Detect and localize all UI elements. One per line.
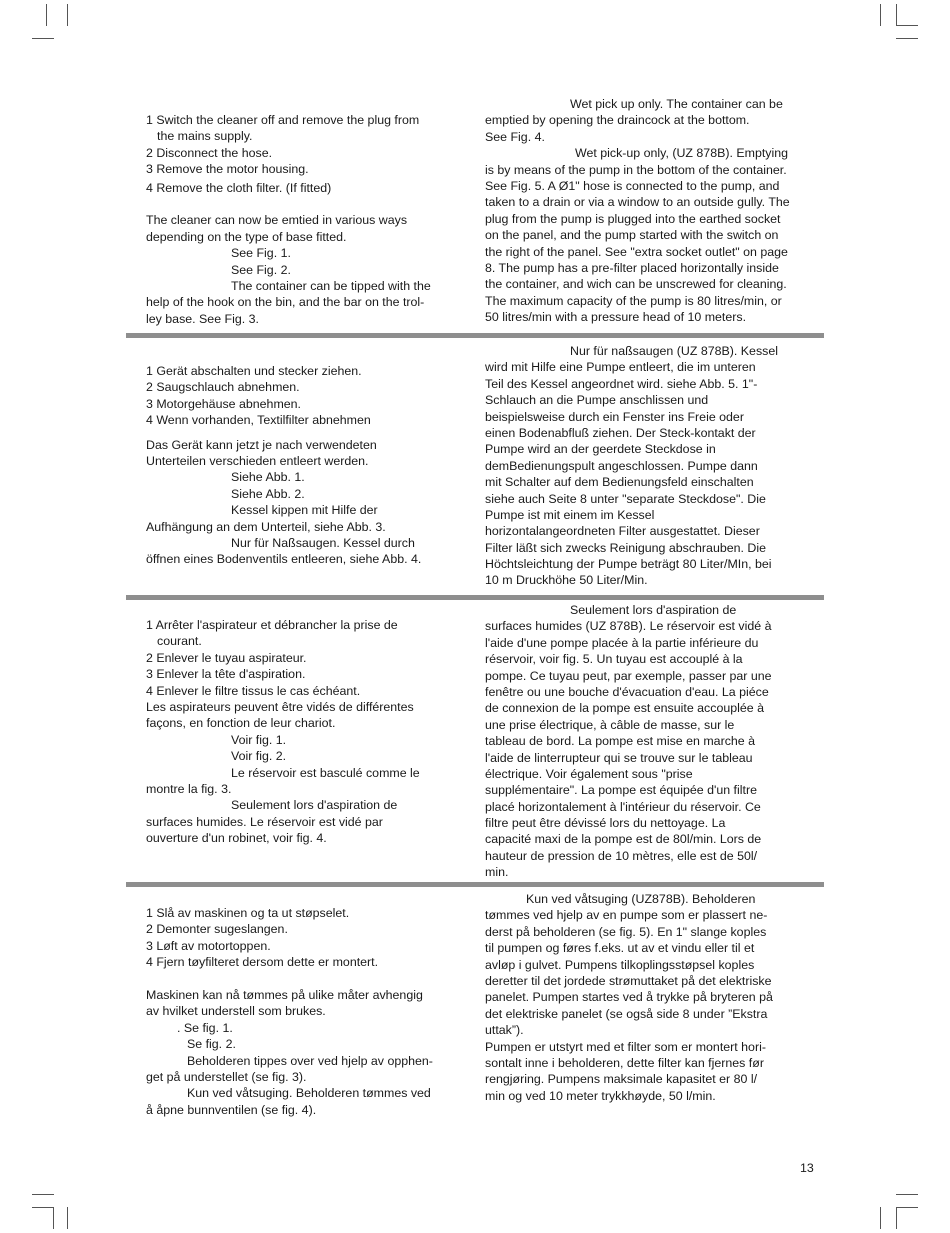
text-line: Höchtsleichtung der Pumpe beträgt 80 Liter/MIn, bei <box>485 557 772 572</box>
emptying-instructions-en <box>146 112 466 327</box>
text-line: . Se fig. 1. <box>177 1020 233 1035</box>
text-line: einen Bodenabfluß ziehen. Der Steck-kontakt der <box>485 425 756 440</box>
text-line: 3 Enlever la tête d'aspiration. <box>146 667 306 682</box>
text-line: pompe. Ce tuyau peut, par exemple, passer par une <box>485 668 772 683</box>
text-line: une prise électrique, à câble de masse, sur le <box>485 717 735 732</box>
text-line: The container can be tipped with the <box>231 278 431 293</box>
text-line: emptied by opening the draincock at the bottom. <box>485 113 750 128</box>
text-line: Kun ved våtsuging. Beholderen tømmes ved <box>187 1086 431 1101</box>
text-line: help of the hook on the bin, and the bar on the trol- <box>146 295 425 310</box>
text-line: the right of the panel. See "extra socket outlet" on page <box>485 244 788 259</box>
text-line: uttak”). <box>485 1023 524 1038</box>
text-line: l'aide d'une pompe placée à la partie inférieure du <box>485 635 759 650</box>
section-divider <box>126 333 824 338</box>
text-line: det elektriske panelet (se også side 8 under ”Ekstra <box>485 1006 768 1021</box>
text-line: filtre peut être dévissé lors du nettoyage. La <box>485 816 726 831</box>
text-line: avløp i gulvet. Pumpens tilkoplingsstøpsel koples <box>485 957 755 972</box>
text-line: montre la fig. 3. <box>146 781 232 796</box>
text-line: capacité maxi de la pompe est de 80l/min. Lors de <box>485 832 762 847</box>
text-line: demBedienungspult angeschlossen. Pumpe dann <box>485 458 758 473</box>
text-line: Unterteilen verschieden entleert werden. <box>146 453 369 468</box>
text-line: électrique. Voir également sous "prise <box>485 766 693 781</box>
text-line: Maskinen kan nå tømmes på ulike måter avhengig <box>146 987 423 1002</box>
text-line: horizontalangeordneten Filter ausgestattet. Dieser <box>485 524 760 539</box>
text-line: min og ved 10 meter trykkhøyde, 50 l/min. <box>485 1088 716 1103</box>
text-line: Pumpen er utstyrt med et filter som er montert hori- <box>485 1039 766 1054</box>
text-line: plug from the pump is plugged into the earthed socket <box>485 211 781 226</box>
text-line: Siehe Abb. 1. <box>231 470 305 485</box>
text-line: 3 Remove the motor housing. <box>146 162 309 177</box>
text-line: Beholderen tippes over ved hjelp av opphen- <box>187 1053 433 1068</box>
text-line: Voir fig. 1. <box>231 732 287 747</box>
text-line: 2 Enlever le tuyau aspirateur. <box>146 650 307 665</box>
text-line: Voir fig. 2. <box>231 749 287 764</box>
text-line: 50 litres/min with a pressure head of 10 meters. <box>485 310 747 325</box>
text-line: 1 Gerät abschalten und stecker ziehen. <box>146 364 362 378</box>
text-line: derst på beholderen (se fig. 5). En 1" slange koples <box>485 924 767 939</box>
text-line: Aufhängung an dem Unterteil, siehe Abb. 3. <box>146 519 386 534</box>
text-line: Filter läßt sich zwecks Reinigung abschrauben. Die <box>485 540 766 555</box>
text-line: l'aide de linterrupteur qui se trouve sur le tableau <box>485 750 753 765</box>
text-line: å åpne bunnventilen (se fig. 4). <box>146 1102 317 1117</box>
text-line: min. <box>485 865 509 880</box>
text-line: siehe auch Seite 8 unter "separate Steckdose". Die <box>485 491 766 506</box>
text-line: See Fig. 4. <box>485 129 545 144</box>
text-line: is by means of the pump in the bottom of the container. <box>485 162 787 177</box>
text-line: The maximum capacity of the pump is 80 litres/min, or <box>485 293 782 308</box>
text-line: surfaces humides. Le réservoir est vidé par <box>146 814 383 829</box>
text-line: beispielsweise durch ein Fenster ins Freie oder <box>485 409 744 424</box>
text-line: mit Schalter auf dem Bedienungsfeld einschalten <box>485 475 754 490</box>
page-number: 13 <box>800 1161 814 1175</box>
pump-instructions-fr <box>485 602 825 881</box>
text-line: de connexion de la pompe est ensuite accouplée à <box>485 701 764 716</box>
text-line: See Fig. 5. A Ø1" hose is connected to the pump, and <box>485 178 780 193</box>
text-line: 2 Demonter sugeslangen. <box>146 922 288 937</box>
text-line: Le réservoir est basculé comme le <box>231 765 420 780</box>
text-line: supplémentaire". La pompe est équipée d'un filtre <box>485 783 757 798</box>
text-line: 1 Slå av maskinen og ta ut støpselet. <box>146 906 350 920</box>
text-line: taken to a drain or via a window to an outside gully. The <box>485 195 790 210</box>
text-line: Pumpe wird an der geerdete Steckdose in <box>485 442 716 457</box>
section-divider <box>126 595 824 600</box>
text-line: Das Gerät kann jetzt je nach verwendeten <box>146 437 377 452</box>
text-line: 4 Enlever le filtre tissus le cas échéant. <box>146 683 361 698</box>
text-line: wird mit Hilfe eine Pumpe entleert, die im unteren <box>485 360 756 375</box>
emptying-instructions-fr <box>146 617 466 846</box>
text-line: 3 Motorgehäuse abnehmen. <box>146 396 301 411</box>
text-line: See Fig. 1. <box>231 246 291 261</box>
text-line: deretter til det jordede strømuttaket på det elektriske <box>485 973 772 988</box>
text-line: Nur für Naßsaugen. Kessel durch <box>231 535 415 550</box>
text-line: The cleaner can now be emtied in various ways <box>146 213 408 228</box>
text-line: 2 Saugschlauch abnehmen. <box>146 380 300 395</box>
text-line: courant. <box>157 634 202 649</box>
text-line: façons, en fonction de leur chariot. <box>146 716 336 731</box>
text-line: See Fig. 2. <box>231 262 291 277</box>
text-line: Pumpe ist mit einem im Kessel <box>485 507 655 522</box>
text-line: 3 Løft av motortoppen. <box>146 938 271 953</box>
text-line: get på understellet (se fig. 3). <box>146 1069 307 1084</box>
text-line: Wet pick-up only, (UZ 878B). Emptying <box>575 146 789 161</box>
text-line: 2 Disconnect the hose. <box>146 145 273 160</box>
text-line: Schlauch an die Pumpe anschlissen und <box>485 393 709 408</box>
text-line: 10 m Druckhöhe 50 Liter/Min. <box>485 573 648 588</box>
text-line: 4 Wenn vorhanden, Textilfilter abnehmen <box>146 413 371 428</box>
text-line: the container, and wich can be unscrewed for cleaning. <box>485 277 787 292</box>
pump-instructions-no <box>485 891 825 1104</box>
text-line: Teil des Kessel angeordnet wird. siehe Abb. 5. 1"- <box>485 376 758 391</box>
text-line: 4 Fjern tøyfilteret dersom dette er montert. <box>146 955 379 970</box>
text-line: Se fig. 2. <box>187 1037 236 1052</box>
text-line: hauteur de pression de 10 mètres, elle est de 50l/ <box>485 848 758 863</box>
text-line: til pumpen og føres f.eks. ut av et vindu eller til et <box>485 941 755 956</box>
text-line: 1 Arrêter l'aspirateur et débrancher la prise de <box>146 618 398 632</box>
text-line: sontalt inne i beholderen, dette filter kan fjernes før <box>485 1055 764 1070</box>
text-line: Siehe Abb. 2. <box>231 486 305 501</box>
text-line: rengjøring. Pumpens maksimale kapasitet er 80 l/ <box>485 1072 758 1087</box>
emptying-instructions-de <box>146 363 466 568</box>
emptying-instructions-no <box>146 905 466 1118</box>
text-line: réservoir, voir fig. 5. Un tuyau est accouplé à la <box>485 652 743 667</box>
section-divider <box>126 882 824 887</box>
text-line: Les aspirateurs peuvent être vidés de différentes <box>146 699 414 714</box>
text-line: Seulement lors d'aspiration de <box>570 603 737 617</box>
text-line: surfaces humides (UZ 878B). Le réservoir est vidé à <box>485 619 772 634</box>
text-line: ley base. See Fig. 3. <box>146 311 259 326</box>
text-line: on the panel, and the pump started with the switch on <box>485 228 779 243</box>
text-line: öffnen eines Bodenventils entleeren, siehe Abb. 4. <box>146 552 422 567</box>
text-line: av hvilket understell som brukes. <box>146 1004 326 1019</box>
text-line: the mains supply. <box>157 129 253 144</box>
text-line: tableau de bord. La pompe est mise en marche à <box>485 734 756 749</box>
text-line: Nur für naßsaugen (UZ 878B). Kessel <box>570 344 778 358</box>
text-line: Kessel kippen mit Hilfe der <box>231 503 378 518</box>
text-line: 8. The pump has a pre-filter placed horizontally inside <box>485 260 779 275</box>
text-line: 1 Switch the cleaner off and remove the plug from <box>146 113 420 127</box>
pump-instructions-de <box>485 343 825 589</box>
text-line: ouverture d'un robinet, voir fig. 4. <box>146 831 327 846</box>
text-line: tømmes ved hjelp av en pumpe som er plassert ne- <box>485 908 768 923</box>
pump-instructions-en <box>485 96 825 325</box>
text-line: depending on the type of base fitted. <box>146 229 347 244</box>
text-line: Seulement lors d'aspiration de <box>231 798 398 813</box>
text-line: placé horizontalement à l'intérieur du réservoir. Ce <box>485 799 761 814</box>
text-line: fenêtre ou une bouche d'évacuation d'eau. La piéce <box>485 684 769 699</box>
text-line: 4 Remove the cloth filter. (If fitted) <box>146 180 332 195</box>
text-line: panelet. Pumpen startes ved å trykke på bryteren på <box>485 990 773 1005</box>
text-line: Wet pick up only. The container can be <box>570 97 783 111</box>
text-line: Kun ved våtsuging (UZ878B). Beholderen <box>526 892 756 906</box>
